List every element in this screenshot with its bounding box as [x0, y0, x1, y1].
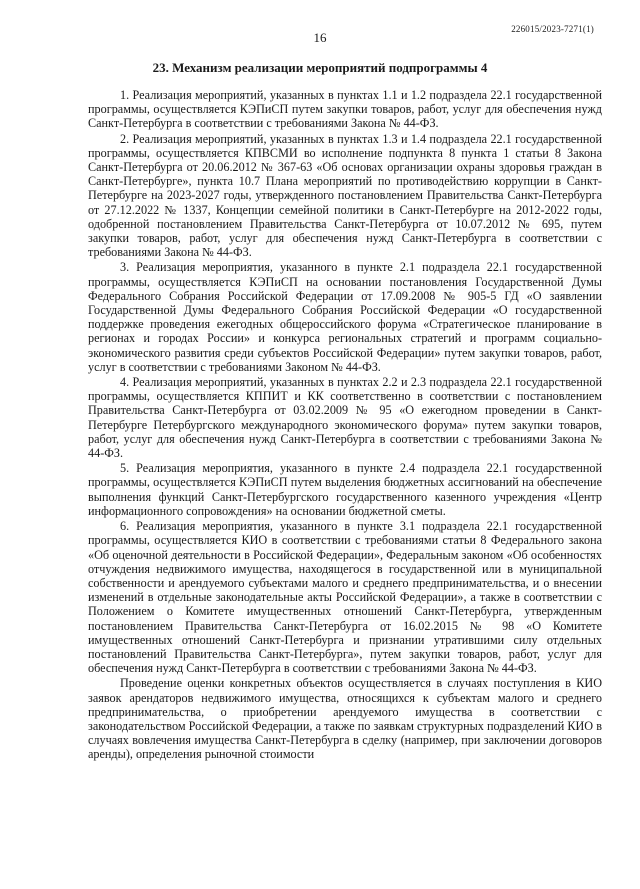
paragraph-6: 6. Реализация мероприятия, указанного в пункте 3.1 подраздела 22.1 государственной программы, осуществляется КИО в соответствии с требованиями статьи 8 Федерального закона «Об оценочной деятельности в Российской Федерации», Федеральным законом «Об особенностях отчуждения недвижимого имущества, находящегося в государственной или в муниципальной собственности и арендуемого субъектами малого и среднего предпринимательства, и о внесении изменений в отдельные законодательные акты Российской Федерации», а также в соответствии с Положением о Комитете имущественных отношений Санкт-Петербурга, утвержденным постановлением Правительства Санкт-Петербурга от 16.02.2015 № 98 «О Комитете имущественных отношений Санкт-Петербурга и признании утратившими силу отдельных постановлений Правительства Санкт-Петербурга», путем закупки товаров, работ, услуг для обеспечения нужд Санкт-Петербурга в соответствии с требованиями Закона № 44-ФЗ. [88, 519, 602, 676]
paragraph-5: 5. Реализация мероприятия, указанного в пункте 2.4 подраздела 22.1 государственной программы, осуществляется КЭПиСП путем выделения бюджетных ассигнований на обеспечение выполнения функций Санкт-Петербургского государственного казенного учреждения «Центр информационного сопровождения» на основании бюджетной сметы. [88, 461, 602, 518]
document-registration-number: 226015/2023-7271(1) [511, 24, 594, 34]
section-title: 23. Механизм реализации мероприятий подпрограммы 4 [152, 60, 488, 75]
paragraph-2: 2. Реализация мероприятий, указанных в пунктах 1.3 и 1.4 подраздела 22.1 государственной программы, осуществляется КПВСМИ во исполнение подпункта 8 пункта 1 статьи 8 Закона Санкт-Петербурга от 20.06.2012 № 367-63 «Об основах организации охраны здоровья граждан в Санкт-Петербурге», пункта 10.7 Плана мероприятий по противодействию коррупции в Санкт-Петербурге на 2023-2027 годы, утвержденного постановлением Правительства Санкт-Петербурга от 27.12.2022 № 1337, Концепции семейной политики в Санкт-Петербурге на 2012-2022 годы, одобренной постановлением Правительства Санкт-Петербурга от 10.07.2012 № 695, путем закупки товаров, работ, услуг для обеспечения нужд Санкт-Петербурга в соответствии с требованиями Закона № 44-ФЗ. [88, 131, 602, 260]
page-number: 16 [313, 30, 327, 45]
paragraph-7: Проведение оценки конкретных объектов осуществляется в случаях поступления в КИО заявок арендаторов недвижимого имущества, относящихся к субъектам малого и среднего предпринимательства, о приобретении арендуемого имущества в соответствии с законодательством Российской Федерации, а также по заявкам структурных подразделений КИО в случаях вовлечения имущества Санкт-Петербурга в сделку (например, при заключении договоров аренды), определения рыночной стоимости [88, 676, 602, 762]
paragraph-4: 4. Реализация мероприятий, указанных в пунктах 2.2 и 2.3 подраздела 22.1 государственной программы, осуществляется КППИТ и КК соответственно в соответствии с постановлением Правительства Санкт-Петербурга от 03.02.2009 № 95 «О ежегодном проведении в Санкт-Петербурге Петербургского международного экономического форума» путем закупки товаров, работ, услуг для обеспечения нужд Санкт-Петербурга в соответствии с требованиями Закона № 44-ФЗ. [88, 375, 602, 461]
document-body [88, 88, 602, 763]
paragraph-3: 3. Реализация мероприятия, указанного в пункте 2.1 подраздела 22.1 государственной программы, осуществляется КЭПиСП на основании постановления Государственной Думы Федерального Собрания Российской Федерации от 17.09.2008 № 905-5 ГД «О заявлении Государственной Думы Федерального Собрания Российской Федерации «О государственной поддержке проведения ежегодных общероссийского форума «Стратегическое планирование в регионах и городах России» и конкурса региональных стратегий и программ социально-экономического развития среди субъектов Российской Федерации» путем закупки товаров, работ, услуг в соответствии с требованиями Законом № 44-ФЗ. [88, 260, 602, 374]
paragraph-1: 1. Реализация мероприятий, указанных в пунктах 1.1 и 1.2 подраздела 22.1 государственной программы, осуществляется КЭПиСП путем закупки товаров, работ, услуг для обеспечения нужд Санкт-Петербурга в соответствии с требованиями Закона № 44-ФЗ. [88, 88, 602, 131]
